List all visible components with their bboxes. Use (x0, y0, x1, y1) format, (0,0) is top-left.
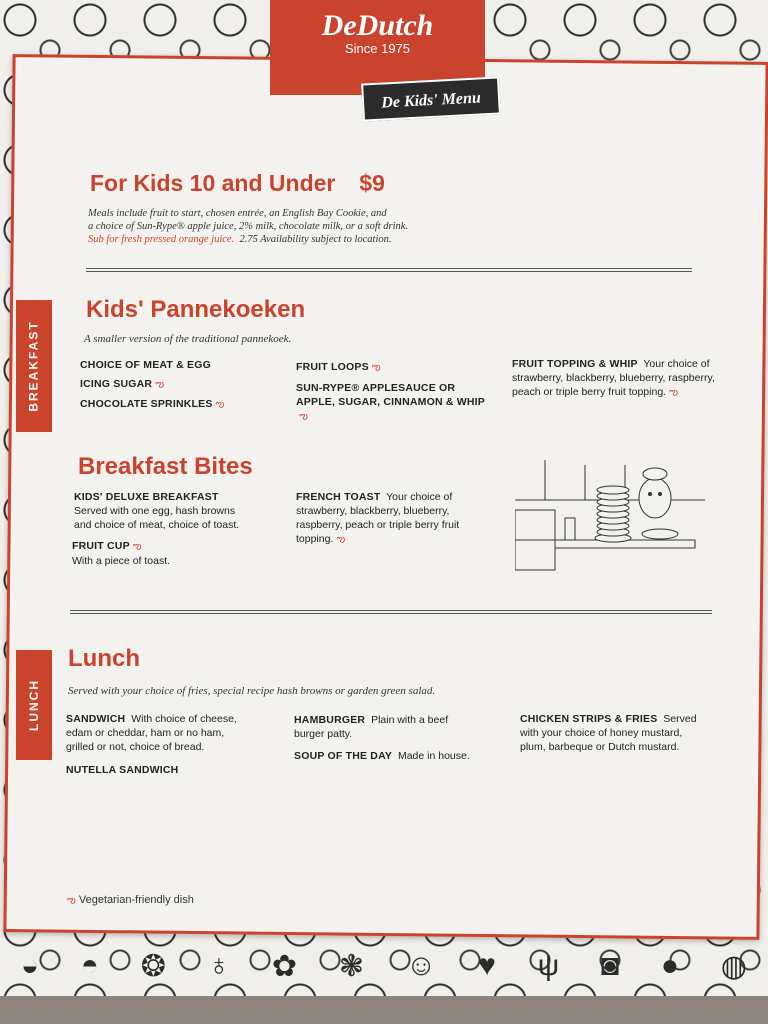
vegetarian-icon: ఌ (299, 411, 308, 422)
side-label-breakfast (16, 300, 52, 432)
item-description: Served with one egg, hash browns and choice of meat, choice of toast. (74, 505, 240, 531)
breakfast-bites-title: Breakfast Bites (78, 453, 253, 480)
egg-icon: ❂ (140, 949, 166, 983)
item-name: CHOCOLATE SPRINKLES (80, 398, 213, 410)
item-name: SANDWICH (66, 713, 126, 725)
vegetarian-icon: ఌ (132, 541, 142, 552)
apple-icon: ♁ (207, 949, 231, 982)
vegetarian-icon: ఌ (67, 895, 76, 906)
side-label-breakfast-text: BREAKFAST (27, 320, 41, 412)
menu-item (80, 358, 280, 372)
teapot-icon: ◍ (720, 949, 747, 983)
brand-since: Since 1975 (344, 41, 411, 56)
menu-item (66, 763, 251, 777)
intro-availability: Availability subject to location. (260, 234, 392, 245)
brand-name: DeDutch (321, 9, 434, 42)
item-name: FRUIT TOPPING & WHIP (512, 358, 638, 370)
item-description: Your choice of strawberry, blackberry, blueberry, raspberry, peach or triple berry fruit topping. (296, 491, 460, 545)
intro-line-1: Meals include fruit to start, chosen entrée, an English Bay Cookie, and (88, 208, 387, 219)
menu-item (80, 377, 280, 392)
menu-item (80, 397, 280, 412)
item-name: HAMBURGER (294, 714, 366, 726)
menu-tag: De Kids' Menu (361, 76, 501, 121)
vegetarian-legend (64, 894, 194, 908)
mug-icon: ◙ (600, 949, 620, 982)
vegetarian-icon: ఌ (155, 379, 165, 390)
menu-item (296, 381, 496, 424)
kids-price: $9 (359, 170, 385, 196)
divider-top (86, 268, 692, 272)
tomato-icon: ● (660, 949, 679, 982)
intro-line-3 (88, 233, 688, 246)
vegetarian-icon: ఌ (371, 362, 381, 373)
menu-item (520, 712, 710, 754)
pannekoeken-title: Kids' Pannekoeken (86, 296, 306, 323)
intro-text (88, 207, 688, 246)
item-name: FRUIT LOOPS (296, 361, 369, 373)
vegetarian-icon: ఌ (215, 399, 225, 410)
menu-item (296, 490, 476, 547)
item-name: SUN-RYPE® APPLESAUCE OR APPLE, SUGAR, CINNAMON & WHIP (296, 382, 485, 408)
menu-item (72, 539, 252, 568)
item-name: SOUP OF THE DAY (294, 750, 393, 762)
bottom-doodles (0, 936, 768, 996)
item-name: ICING SUGAR (80, 378, 153, 390)
runner-icon: ☺ (405, 949, 437, 982)
lunch-subtitle: Served with your choice of fries, special recipe hash browns or garden green salad. (68, 685, 436, 697)
menu-item (294, 749, 494, 763)
item-description: With a piece of toast. (72, 555, 171, 567)
intro-sub: Sub for fresh pressed orange juice. (88, 234, 235, 245)
intro-sub-price: 2.75 (239, 234, 258, 245)
item-description: Your choice of strawberry, blackberry, blueberry, raspberry, peach or triple berry fruit topping. (512, 358, 715, 398)
fork-icon: ψ (537, 949, 560, 982)
pancake-chef-illustration (515, 460, 705, 575)
vegetarian-icon: ఌ (336, 534, 346, 545)
item-description: Made in house. (397, 750, 470, 762)
item-name: CHOICE OF MEAT & EGG (80, 359, 211, 371)
table-surface (0, 996, 768, 1024)
menu-item (66, 712, 251, 754)
item-name: FRUIT CUP (72, 540, 130, 552)
kids-title (90, 170, 385, 197)
item-name: CHICKEN STRIPS & FRIES (520, 713, 658, 725)
item-description: Plain with a beef burger patty. (294, 714, 449, 740)
lunch-title: Lunch (68, 645, 140, 672)
vegetarian-legend-text: Vegetarian-friendly dish (78, 894, 194, 906)
menu-item (74, 490, 254, 532)
pannekoeken-subtitle: A smaller version of the traditional pannekoek. (84, 333, 292, 345)
item-name: KIDS' DELUXE BREAKFAST (74, 491, 219, 503)
item-name: NUTELLA SANDWICH (66, 764, 179, 776)
side-label-lunch (16, 650, 52, 760)
item-description: With choice of cheese, edam or cheddar, ham or no ham, grilled or not, choice of bread. (66, 713, 237, 753)
hash-brown-icon: ✿ (271, 949, 298, 983)
orange-slice-icon: ◓ (80, 949, 99, 982)
intro-line-2: a choice of Sun-Rype® apple juice, 2% milk, chocolate milk, or a soft drink. (88, 221, 409, 232)
strawberry-icon: ♥ (478, 949, 496, 982)
kids-title-text: For Kids 10 and Under (90, 170, 336, 196)
muffin-icon: ◒ (20, 949, 40, 982)
vegetarian-icon: ఌ (669, 387, 678, 398)
menu-item (294, 713, 474, 741)
berries-icon: ❃ (338, 949, 364, 983)
divider-middle (70, 610, 712, 614)
menu-item (296, 360, 496, 375)
item-name: FRENCH TOAST (296, 491, 381, 503)
menu-item (512, 357, 717, 400)
side-label-lunch-text: LUNCH (27, 679, 41, 731)
item-description: Served with your choice of honey mustard, plum, barbeque or Dutch mustard. (520, 713, 697, 753)
